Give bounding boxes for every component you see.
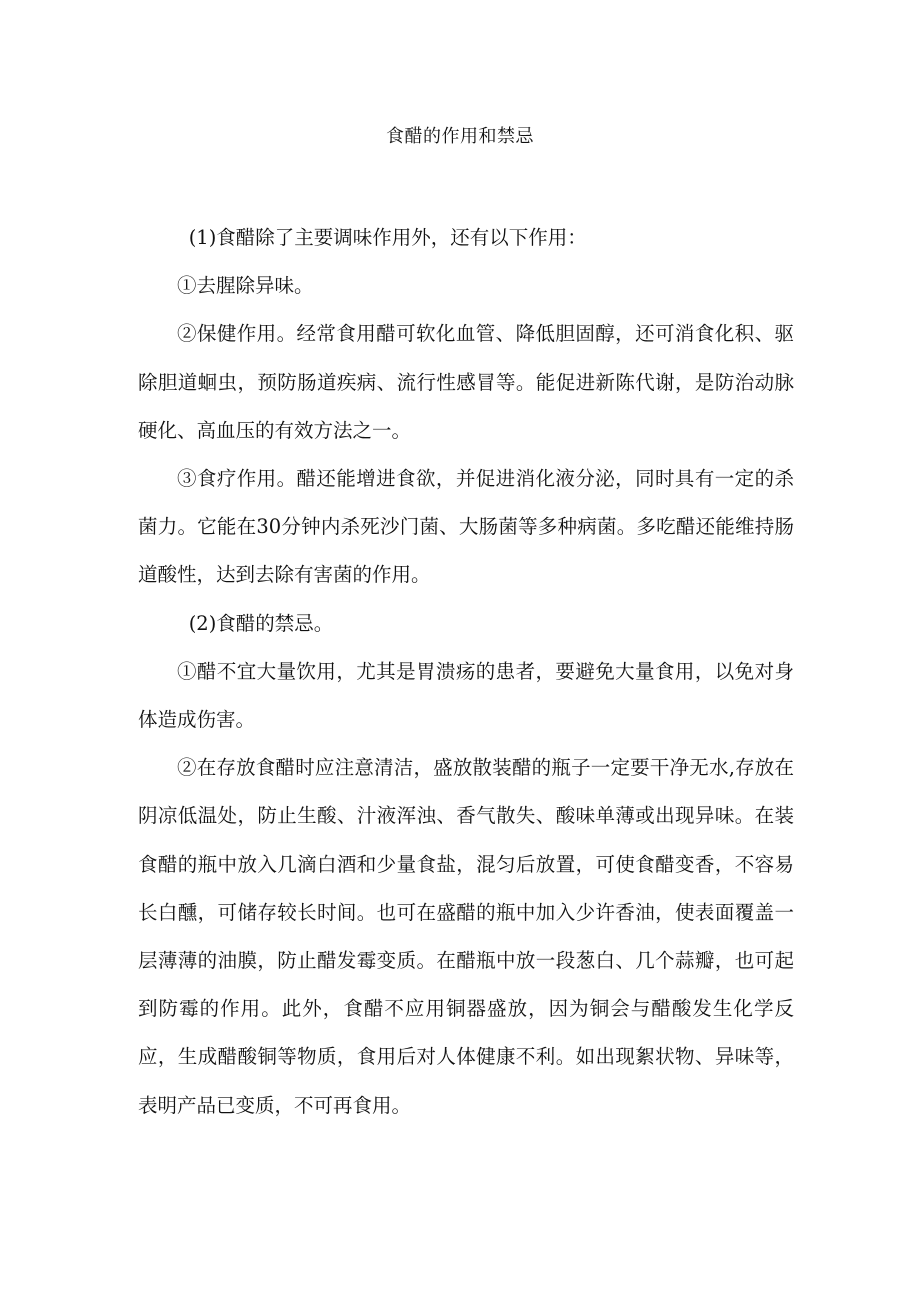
paragraph-health-effects: ②保健作用。经常食用醋可软化血管、降低胆固醇，还可消食化积、驱除胆道蛔虫，预防肠道疾病、流行性感冒等。能促进新陈代谢，是防治动脉硬化、高血压的有效方法之一。	[138, 322, 794, 442]
document-title: 食醋的作用和禁忌	[386, 126, 534, 147]
document-body	[138, 214, 794, 1130]
paragraph-dietary-therapy: ③食疗作用。醋还能增进食欲，并促进消化液分泌，同时具有一定的杀菌力。它能在30分钟内杀死沙门菌、大肠菌等多种病菌。多吃醋还能维持肠道酸性，达到去除有害菌的作用。	[138, 467, 794, 587]
paragraph-no-excess-drinking: ①醋不宜大量饮用，尤其是胃溃疡的患者，要避免大量食用，以免对身体造成伤害。	[138, 659, 794, 732]
paragraph-storage-tips: ②在存放食醋时应注意清洁，盛放散装醋的瓶子一定要干净无水,存放在阴凉低温处，防止生酸、汁液浑浊、香气散失、酸味单薄或出现异味。在装食醋的瓶中放入几滴白酒和少量食盐，混匀后放置，可使食醋变香，不容易长白醺，可储存较长时间。也可在盛醋的瓶中加入少许香油，使表面覆盖一层薄薄的油膜，防止醋发霉变质。在醋瓶中放一段葱白、几个蒜瓣，也可起到防霉的作用。此外，食醋不应用铜器盛放，因为铜会与醋酸发生化学反应，生成醋酸铜等物质，食用后对人体健康不利。如出现絮状物、异味等，表明产品已变质，不可再食用。	[138, 756, 794, 1117]
section-heading-uses: (1)食醋除了主要调味作用外，还有以下作用：	[188, 226, 587, 249]
paragraph-remove-odor: ①去腥除异味。	[177, 274, 314, 298]
section-heading-taboos: (2)食醋的禁忌。	[188, 611, 334, 635]
